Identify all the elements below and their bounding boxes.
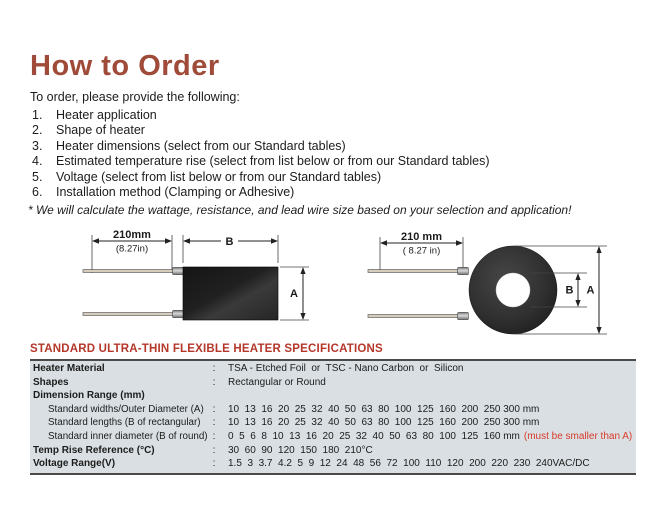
round-heater-hole <box>496 273 530 307</box>
round-lead-length-mm-label: 210 mm <box>401 231 442 243</box>
rect-width-dimension <box>183 235 278 263</box>
table-row <box>30 362 636 376</box>
list-item <box>30 170 590 185</box>
rect-height-dimension <box>280 267 309 320</box>
list-item <box>30 123 590 138</box>
list-item-number: 4. <box>32 154 43 169</box>
arrowhead-down <box>596 327 601 334</box>
table-row <box>30 403 636 417</box>
list-item <box>30 185 590 200</box>
table-row <box>30 444 636 458</box>
row-colon: : <box>212 403 216 415</box>
rect-heater-body <box>183 267 278 320</box>
spec-section-heading: STANDARD ULTRA-THIN FLEXIBLE HEATER SPECIFICATIONS <box>30 343 383 355</box>
row-value: 0 5 6 8 10 13 16 20 25 32 40 50 63 80 100 125 160 mm <box>228 430 520 442</box>
row-colon: : <box>212 430 216 442</box>
round-outer-diameter-label: A <box>586 284 595 297</box>
row-colon: : <box>212 417 216 429</box>
list-item-text: Estimated temperature rise (select from list below or from our Standard tables) <box>56 154 490 169</box>
row-label: Dimension Range (mm) <box>33 390 145 402</box>
row-label: Standard lengths (B of rectangular) <box>48 417 201 429</box>
row-value: TSA - Etched Foil or TSC - Nano Carbon or Silicon <box>228 363 464 374</box>
arrowhead-up <box>575 273 580 280</box>
row-colon: : <box>212 458 216 470</box>
arrowhead-down <box>575 300 580 307</box>
rect-width-label: B <box>225 235 234 248</box>
list-item-text: Heater application <box>56 108 157 122</box>
arrowhead-up <box>300 267 305 274</box>
round-heater-diagram <box>368 231 607 334</box>
rect-height-label: A <box>290 288 298 300</box>
wire-ferrule <box>458 267 469 274</box>
list-item-text: Voltage (select from list below or from our Standard tables) <box>56 169 382 184</box>
arrowhead-right <box>165 238 172 243</box>
row-colon: : <box>212 376 216 388</box>
row-warning-note: (must be smaller than A) <box>523 430 633 442</box>
arrowhead-down <box>300 313 305 320</box>
page-title: How to Order <box>30 50 220 82</box>
row-value: 10 13 16 20 25 32 40 50 63 80 100 125 160 200 250 300 mm <box>228 403 540 415</box>
arrowhead-up <box>596 246 601 253</box>
lead-wire <box>368 315 458 318</box>
arrowhead-left <box>183 238 190 243</box>
list-item-text: Shape of heater <box>56 123 145 138</box>
wire-ferrule <box>173 267 184 274</box>
rect-lead-length-in-label: (8.27in) <box>115 243 149 255</box>
table-row <box>30 416 636 430</box>
round-inner-diameter-label: B <box>565 284 574 297</box>
row-label: Heater Material <box>33 363 105 374</box>
row-value: Rectangular or Round <box>228 376 326 388</box>
row-label: Standard widths/Outer Diameter (A) <box>48 403 204 415</box>
row-label: Temp Rise Reference (°C) <box>33 444 155 456</box>
row-colon: : <box>212 444 216 456</box>
round-lead-length-dimension <box>380 231 463 272</box>
table-row <box>30 389 636 403</box>
calculation-footnote: * We will calculate the wattage, resistance, and lead wire size based on your selection and application! <box>28 203 572 217</box>
list-item-text: Heater dimensions (select from our Standard tables) <box>56 138 346 153</box>
row-label: Voltage Range(V) <box>33 458 116 470</box>
table-row <box>30 376 636 390</box>
list-item <box>30 154 590 169</box>
arrowhead-right <box>271 238 278 243</box>
table-row <box>30 430 636 444</box>
rect-lead-length-mm-label: 210mm <box>113 229 151 241</box>
list-item-number: 3. <box>32 138 43 153</box>
arrowhead-left <box>92 238 99 243</box>
wire-ferrule <box>458 312 469 319</box>
row-label: Shapes <box>33 376 69 388</box>
list-item-text: Installation method (Clamping or Adhesive) <box>56 185 295 200</box>
row-value: 10 13 16 20 25 32 40 50 63 80 100 125 160 200 250 300 mm <box>228 417 540 429</box>
spec-table <box>30 359 636 475</box>
table-row <box>30 457 636 471</box>
lead-wire <box>83 270 173 273</box>
wire-ferrule <box>173 310 184 317</box>
row-colon: : <box>212 363 216 374</box>
list-item-number: 1. <box>32 108 43 122</box>
lead-wire <box>368 270 458 273</box>
lead-wire <box>83 313 173 316</box>
rect-heater-diagram <box>83 229 309 320</box>
list-item <box>30 139 590 154</box>
round-lead-length-in-label: ( 8.27 in) <box>402 245 441 257</box>
row-value: 30 60 90 120 150 180 210°C <box>228 444 373 456</box>
row-value: 1.5 3 3.7 4.2 5 9 12 24 48 56 72 100 110 120 200 220 230 240VAC/DC <box>228 458 590 470</box>
heater-diagrams <box>0 227 650 343</box>
list-item-number: 5. <box>32 169 43 184</box>
row-label: Standard inner diameter (B of round) <box>48 430 208 442</box>
list-item-number: 2. <box>32 123 43 138</box>
arrowhead-left <box>380 240 387 245</box>
rect-lead-length-dimension <box>92 229 172 273</box>
list-item-number: 6. <box>32 185 43 200</box>
arrowhead-right <box>456 240 463 245</box>
list-item <box>30 108 590 123</box>
intro-text: To order, please provide the following: <box>30 90 240 104</box>
order-steps-list <box>30 108 590 201</box>
